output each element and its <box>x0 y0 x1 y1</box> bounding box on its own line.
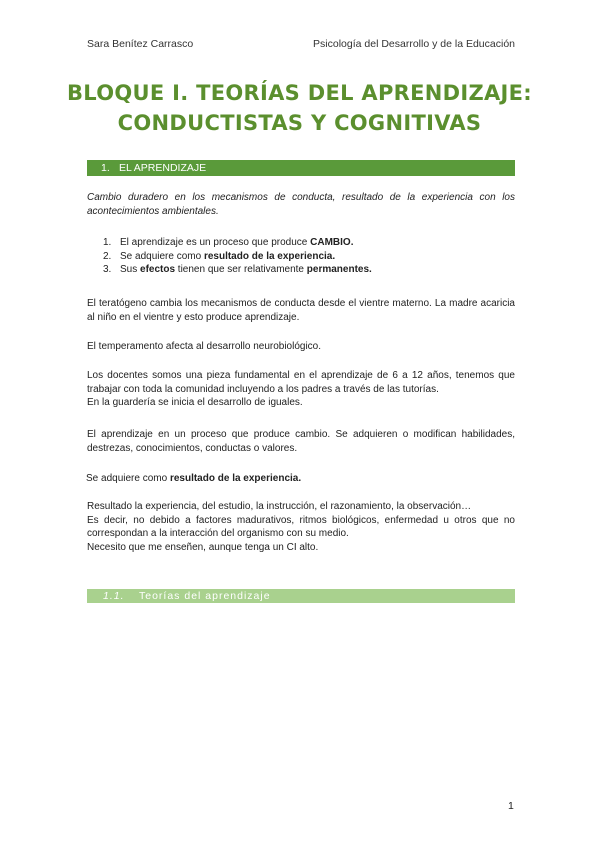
section-heading-1-1 <box>87 589 515 603</box>
title-line-1: BLOQUE I. TEORÍAS DEL APRENDIZAJE: <box>66 81 533 105</box>
paragraph: Los docentes somos una pieza fundamental en el aprendizaje de 6 a 12 años, tenemos que trabajar con toda la comunidad incluyendo a los padres a través de las tutorías. En la guardería se inicia el desarrollo de iguales. <box>87 370 515 408</box>
list-item: 1. El aprendizaje es un proceso que produce CAMBIO. <box>103 237 354 248</box>
section-number: 1. <box>101 162 110 174</box>
section-heading-1 <box>87 160 515 176</box>
paragraph: Resultado la experiencia, del estudio, la instrucción, el razonamiento, la observación… Es decir, no debido a factores madurativos, ritmos biológicos, enfermedad u otros que no correspondan a la interacción del organismo con su medio. Necesito que me enseñen, aunque tenga un CI alto. <box>87 501 515 553</box>
key-points-list <box>87 236 515 277</box>
paragraph: El aprendizaje en un proceso que produce cambio. Se adquieren o modifican habilidades, destrezas, conocimientos, conductas o valores. <box>87 429 515 454</box>
header-author: Sara Benítez Carrasco <box>87 38 194 50</box>
section-label: EL APRENDIZAJE <box>119 162 207 174</box>
page-title <box>60 78 539 138</box>
subsection-number: 1.1. <box>103 590 125 602</box>
list-item: 2. Se adquiere como resultado de la experiencia. <box>103 250 336 262</box>
subsection-label: Teorías del aprendizaje <box>139 590 271 602</box>
header-subject: Psicología del Desarrollo y de la Educación <box>313 38 515 50</box>
title-line-2: CONDUCTISTAS Y COGNITIVAS <box>117 111 482 135</box>
definition-text: Cambio duradero en los mecanismos de conducta, resultado de la experiencia con los acontecimientos ambientales. <box>87 192 515 217</box>
paragraph: El teratógeno cambia los mecanismos de conducta desde el vientre materno. La madre acaricia al niño en el vientre y esto produce aprendizaje. <box>87 298 515 323</box>
paragraph: El temperamento afecta al desarrollo neurobiológico. <box>87 341 322 352</box>
page-number: 1 <box>508 800 514 812</box>
paragraph: Se adquiere como resultado de la experiencia. <box>86 473 302 484</box>
list-item: 3. Sus efectos tienen que ser relativamente permanentes. <box>103 264 372 275</box>
